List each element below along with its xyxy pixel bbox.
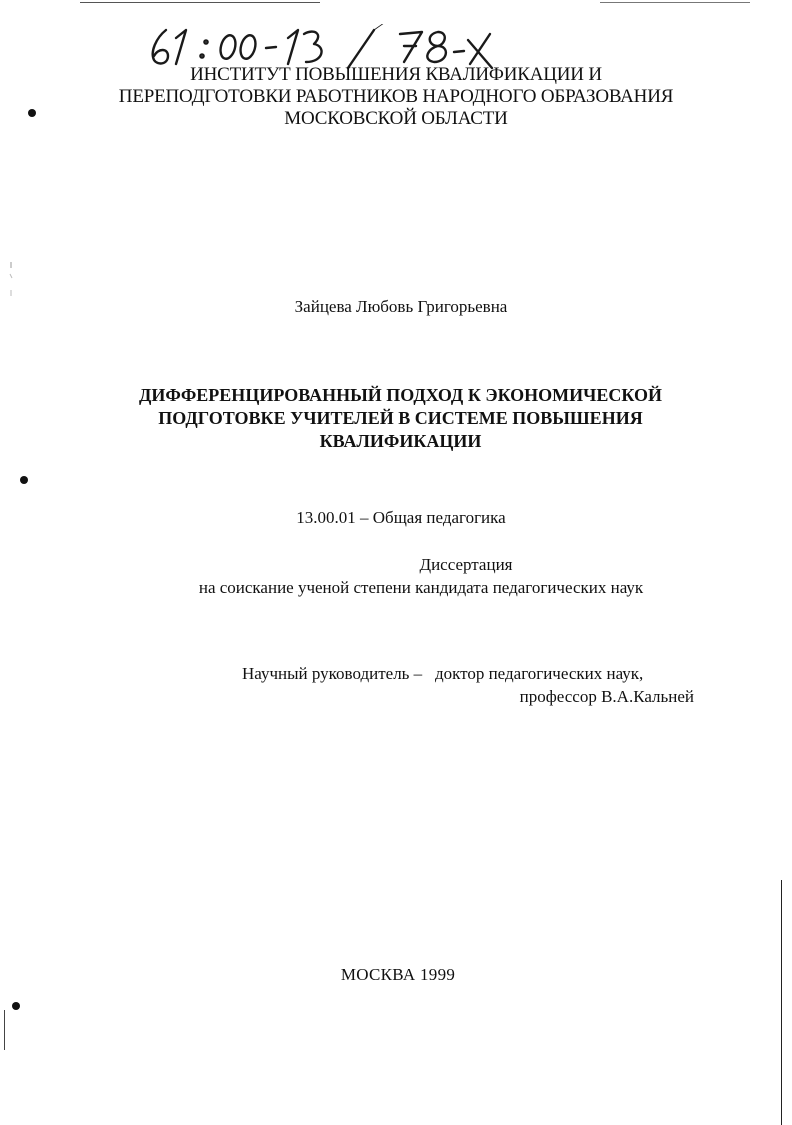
title-line: ПОДГОТОВКЕ УЧИТЕЛЕЙ В СИСТЕМЕ ПОВЫШЕНИЯ: [158, 408, 643, 428]
author-name: Зайцева Любовь Григорьевна: [294, 297, 508, 316]
dissertation-title: [108, 384, 693, 453]
binder-hole-mark: [20, 476, 28, 484]
scan-artifact-line: [600, 2, 750, 3]
scan-artifact-edge: [781, 880, 782, 1125]
place-and-year: МОСКВА 1999: [340, 965, 456, 984]
institution-name: [0, 64, 792, 130]
dissertation-type: [0, 553, 792, 599]
specialty-code: 13.00.01 – Общая педагогика: [296, 508, 506, 527]
institution-line: ИНСТИТУТ ПОВЫШЕНИЯ КВАЛИФИКАЦИИ И: [190, 64, 602, 85]
title-line: КВАЛИФИКАЦИИ: [319, 431, 482, 451]
scan-noise-marks: [8, 262, 14, 298]
scan-artifact-edge: [4, 1010, 5, 1050]
dissertation-label: Диссертация: [419, 555, 513, 574]
institution-line: ПЕРЕПОДГОТОВКИ РАБОТНИКОВ НАРОДНОГО ОБРАЗОВАНИЯ: [118, 86, 674, 107]
institution-line: МОСКОВСКОЙ ОБЛАСТИ: [284, 108, 508, 129]
advisor-degree: доктор педагогических наук,: [434, 664, 644, 683]
binder-hole-mark: [12, 1002, 20, 1010]
advisor-row: [242, 662, 694, 685]
advisor-label: Научный руководитель –: [242, 664, 423, 683]
degree-description: на соискание ученой степени кандидата педагогических наук: [198, 578, 644, 597]
title-line: ДИФФЕРЕНЦИРОВАННЫЙ ПОДХОД К ЭКОНОМИЧЕСКОЙ: [139, 385, 662, 405]
advisor-name: профессор В.А.Кальней: [519, 687, 694, 706]
scan-artifact-line: [80, 2, 320, 3]
scientific-advisor: [242, 662, 694, 708]
